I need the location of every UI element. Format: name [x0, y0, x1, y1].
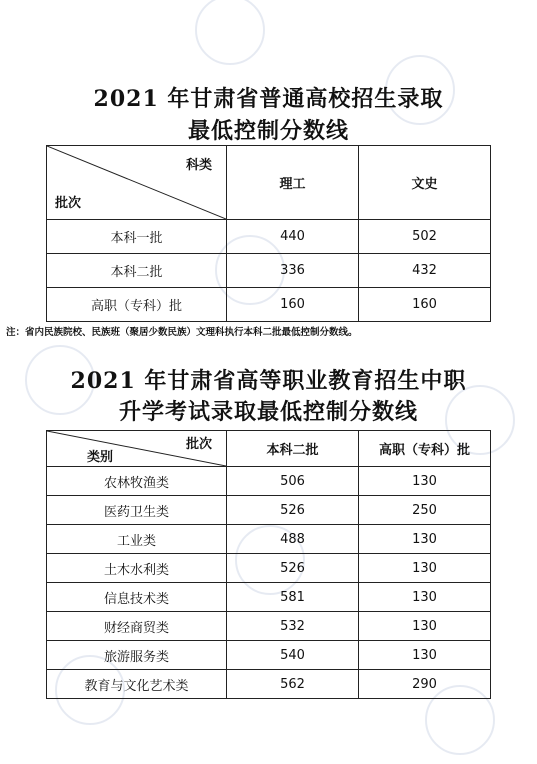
row-label: 高职（专科）批 — [47, 288, 227, 322]
column-header: 理工 — [227, 146, 359, 220]
row-label: 财经商贸类 — [47, 612, 227, 641]
table-cell: 502 — [359, 220, 491, 254]
table-row — [47, 525, 491, 554]
table-row — [47, 583, 491, 612]
table-cell: 540 — [227, 641, 359, 670]
corner-label-bottom: 类别 — [87, 450, 114, 465]
table-cell: 506 — [227, 467, 359, 496]
table-cell: 130 — [359, 525, 491, 554]
column-header: 高职（专科）批 — [359, 431, 491, 467]
table-cell: 130 — [359, 467, 491, 496]
column-header: 本科二批 — [227, 431, 359, 467]
table-corner-header — [47, 431, 227, 467]
table-cell: 440 — [227, 220, 359, 254]
score-table-general — [46, 145, 491, 322]
corner-label-bottom: 批次 — [55, 196, 82, 211]
table-row — [47, 641, 491, 670]
table-cell: 488 — [227, 525, 359, 554]
column-header: 文史 — [359, 146, 491, 220]
table-row — [47, 220, 491, 254]
table-row — [47, 467, 491, 496]
table-row — [47, 254, 491, 288]
row-label: 旅游服务类 — [47, 641, 227, 670]
table-cell: 290 — [359, 670, 491, 699]
table-cell: 336 — [227, 254, 359, 288]
row-label: 本科二批 — [47, 254, 227, 288]
footnote: 注：省内民族院校、民族班（聚居少数民族）文理科执行本科二批最低控制分数线。 — [6, 327, 358, 338]
row-label: 土木水利类 — [47, 554, 227, 583]
row-label: 工业类 — [47, 525, 227, 554]
table-cell: 562 — [227, 670, 359, 699]
row-label: 本科一批 — [47, 220, 227, 254]
score-table-vocational — [46, 430, 491, 699]
table-cell: 250 — [359, 496, 491, 525]
section1-title-line2: 最低控制分数线 — [187, 118, 349, 144]
corner-label-top: 科类 — [185, 158, 212, 173]
section2-title-line2: 升学考试录取最低控制分数线 — [118, 399, 418, 425]
table-row — [47, 496, 491, 525]
table-row — [47, 288, 491, 322]
row-label: 医药卫生类 — [47, 496, 227, 525]
table-cell: 130 — [359, 554, 491, 583]
row-label: 信息技术类 — [47, 583, 227, 612]
table-row — [47, 554, 491, 583]
table-cell: 130 — [359, 612, 491, 641]
row-label: 教育与文化艺术类 — [47, 670, 227, 699]
table-cell: 526 — [227, 496, 359, 525]
table-cell: 432 — [359, 254, 491, 288]
table-cell: 526 — [227, 554, 359, 583]
table-cell: 160 — [359, 288, 491, 322]
table-corner-header — [47, 146, 227, 220]
row-label: 农林牧渔类 — [47, 467, 227, 496]
table-cell: 130 — [359, 641, 491, 670]
section1-title-line1: 2021 年甘肃省普通高校招生录取 — [93, 86, 444, 112]
section2-title-line1: 2021 年甘肃省高等职业教育招生中职 — [70, 368, 467, 394]
table-row — [47, 612, 491, 641]
table-cell: 581 — [227, 583, 359, 612]
table-cell: 130 — [359, 583, 491, 612]
table-row — [47, 670, 491, 699]
corner-label-top: 批次 — [185, 437, 212, 452]
table-cell: 160 — [227, 288, 359, 322]
table-cell: 532 — [227, 612, 359, 641]
